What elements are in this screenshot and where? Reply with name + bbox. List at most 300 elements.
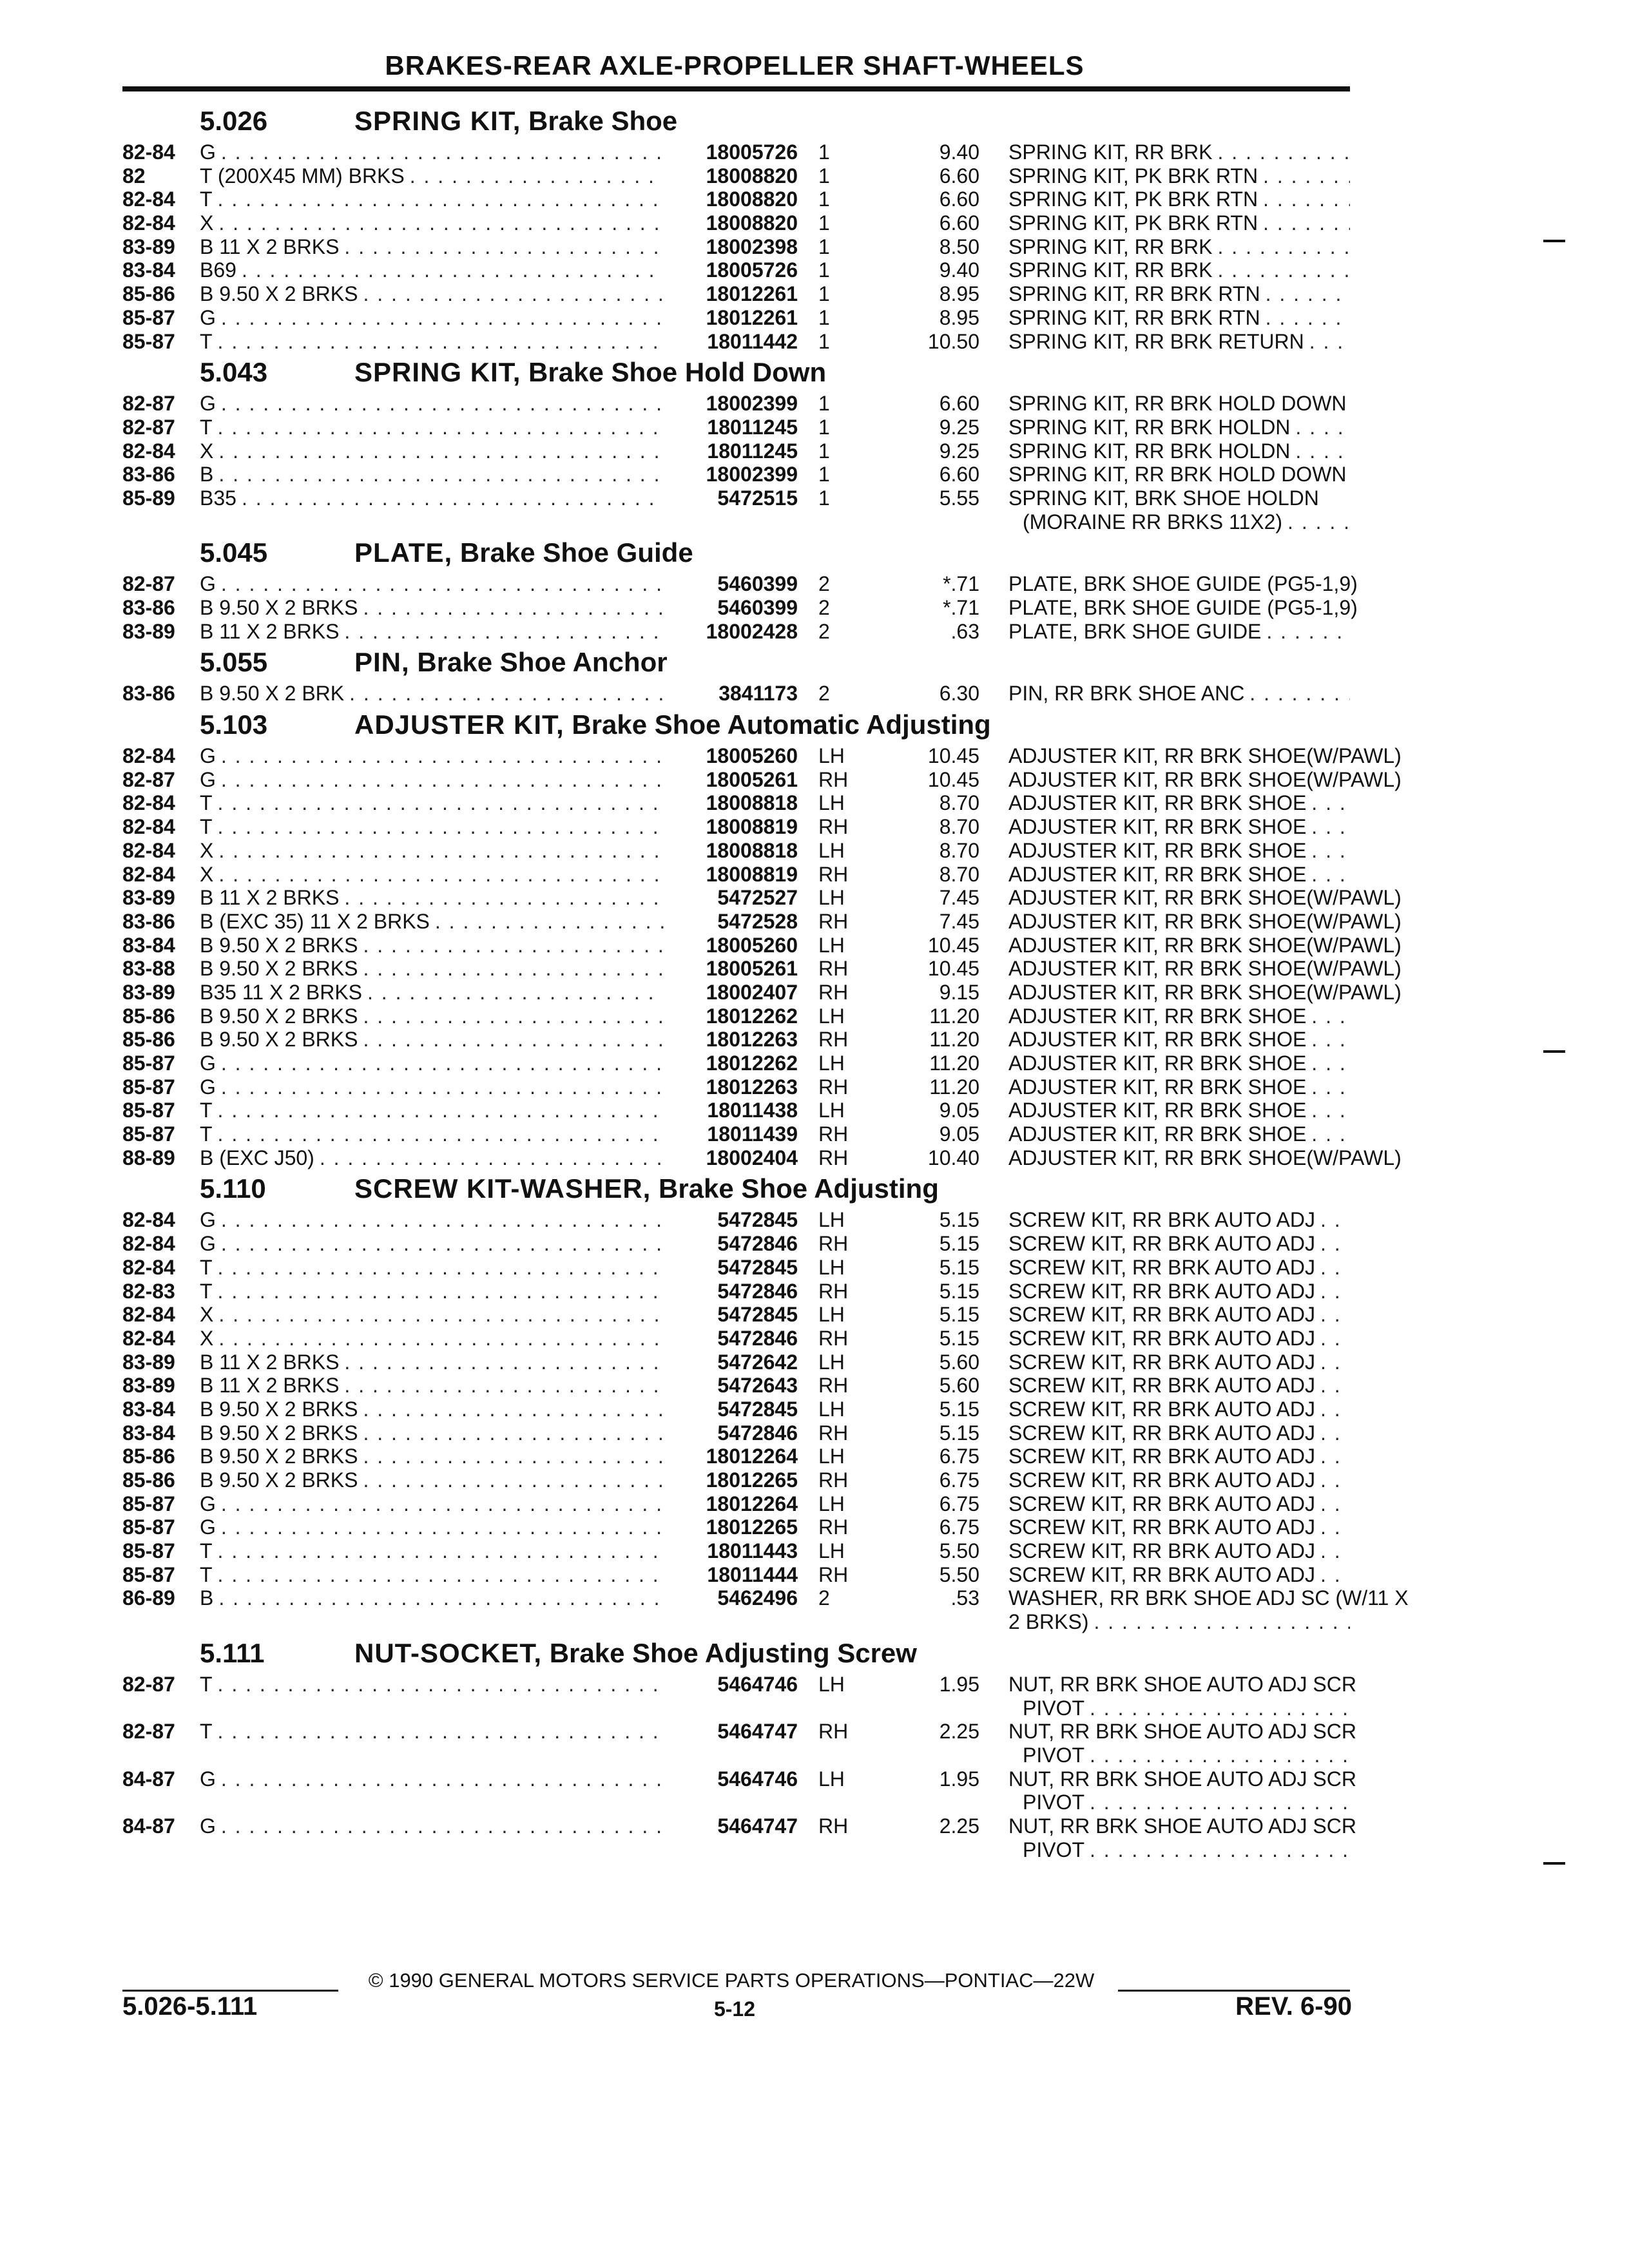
leader-dots xyxy=(216,1075,664,1099)
quantity-side: RH xyxy=(818,815,849,839)
vehicle-application xyxy=(200,235,664,259)
quantity-side: 2 xyxy=(818,572,830,596)
model-years: 83-89 xyxy=(122,980,175,1004)
description-text: ADJUSTER KIT, RR BRK SHOE xyxy=(1008,1028,1307,1052)
leader-dots xyxy=(213,463,664,486)
model-years: 85-87 xyxy=(122,1539,175,1563)
leader-dots xyxy=(213,1720,664,1744)
part-row xyxy=(122,1398,1350,1421)
model-years: 86-89 xyxy=(122,1586,175,1610)
leader-dots xyxy=(1315,1398,1350,1421)
section-number: 5.026 xyxy=(200,106,268,136)
quantity-side: LH xyxy=(818,1672,845,1696)
part-number: 18012263 xyxy=(706,1075,798,1099)
quantity-side: RH xyxy=(818,1028,849,1052)
part-description xyxy=(1008,1052,1350,1075)
price: 8.70 xyxy=(939,815,979,839)
model-years: 82-84 xyxy=(122,1232,175,1256)
vehicle-application xyxy=(200,1515,664,1539)
quantity-side: LH xyxy=(818,838,845,862)
leader-dots xyxy=(213,1539,664,1563)
part-row xyxy=(122,1099,1350,1122)
description-line xyxy=(1008,886,1402,910)
leader-dots xyxy=(216,572,664,596)
description-line xyxy=(1008,486,1350,510)
leader-dots xyxy=(213,1122,664,1146)
vehicle-model: B 11 X 2 BRKS xyxy=(200,619,340,643)
leader-dots xyxy=(1260,282,1350,306)
vehicle-application xyxy=(200,1052,664,1075)
price: 5.15 xyxy=(939,1397,979,1421)
vehicle-application xyxy=(200,1374,664,1398)
description-line xyxy=(1008,1672,1356,1696)
description-line xyxy=(1008,392,1350,416)
leader-dots xyxy=(1304,330,1350,354)
part-row xyxy=(122,1028,1350,1052)
part-row xyxy=(122,933,1402,957)
part-row xyxy=(122,1563,1350,1587)
leader-dots xyxy=(1315,1350,1350,1374)
vehicle-model: G xyxy=(200,1492,216,1515)
leader-dots xyxy=(358,1004,664,1028)
part-description xyxy=(1008,596,1358,620)
description-text: PLATE, BRK SHOE GUIDE (PG5-1,9) xyxy=(1008,596,1358,620)
model-years: 83-84 xyxy=(122,933,175,957)
part-number: 18005726 xyxy=(706,258,798,282)
quantity-side: RH xyxy=(818,1468,849,1492)
section-number: 5.103 xyxy=(200,709,268,740)
part-description xyxy=(1008,1028,1350,1052)
part-row xyxy=(122,1256,1350,1280)
quantity-side: RH xyxy=(818,767,849,791)
part-description xyxy=(1008,258,1350,282)
leader-dots xyxy=(1258,211,1350,235)
part-number: 5460399 xyxy=(717,572,798,596)
vehicle-application xyxy=(200,211,664,235)
part-description xyxy=(1008,463,1350,486)
part-number: 18008818 xyxy=(706,838,798,862)
vehicle-application xyxy=(200,1492,664,1516)
model-years: 83-84 xyxy=(122,258,175,282)
section-heading xyxy=(122,1169,1350,1208)
vehicle-application xyxy=(200,744,664,768)
leader-dots xyxy=(213,1303,664,1327)
vehicle-model: G xyxy=(200,572,216,596)
leader-dots xyxy=(213,839,664,863)
part-row xyxy=(122,620,1350,644)
leader-dots xyxy=(213,815,664,839)
leader-dots xyxy=(1282,510,1350,534)
leader-dots xyxy=(213,416,664,439)
section-heading xyxy=(122,102,1350,140)
model-years: 83-84 xyxy=(122,1421,175,1445)
part-description xyxy=(1008,1280,1350,1303)
part-row xyxy=(122,1720,1356,1767)
vehicle-model: B (EXC 35) 11 X 2 BRKS xyxy=(200,909,430,933)
vehicle-model: B35 xyxy=(200,486,236,510)
quantity-side: RH xyxy=(818,1421,849,1445)
part-row xyxy=(122,282,1350,306)
section-number: 5.043 xyxy=(200,357,268,388)
model-years: 83-86 xyxy=(122,596,175,620)
part-number: 18002407 xyxy=(706,980,798,1004)
vehicle-model: X xyxy=(200,838,214,862)
description-text: 2 BRKS) xyxy=(1008,1610,1089,1634)
quantity-side: LH xyxy=(818,1350,845,1374)
section-5-103 xyxy=(122,706,1402,1169)
part-description xyxy=(1008,1586,1409,1634)
section-title xyxy=(354,102,677,140)
vehicle-application xyxy=(200,1303,664,1327)
section-5-055 xyxy=(122,643,1350,706)
part-number: 18012265 xyxy=(706,1515,798,1539)
price: 8.70 xyxy=(939,862,979,886)
model-years: 85-87 xyxy=(122,1515,175,1539)
part-description xyxy=(1008,164,1350,188)
description-text: PLATE, BRK SHOE GUIDE (PG5-1,9) xyxy=(1008,572,1358,596)
part-description xyxy=(1008,1767,1356,1814)
part-row xyxy=(122,1421,1350,1445)
model-years: 82 xyxy=(122,164,146,187)
section-title-sub: Brake Shoe Anchor xyxy=(417,647,668,678)
model-years: 82-84 xyxy=(122,838,175,862)
leader-dots xyxy=(213,791,664,815)
model-years: 83-84 xyxy=(122,1397,175,1421)
model-years: 83-89 xyxy=(122,235,175,258)
model-years: 82-84 xyxy=(122,211,175,235)
section-title xyxy=(354,353,826,392)
description-text: NUT, RR BRK SHOE AUTO ADJ SCR xyxy=(1008,1720,1356,1744)
vehicle-model: T xyxy=(200,791,213,815)
part-row xyxy=(122,486,1350,533)
leader-dots xyxy=(1306,815,1350,839)
price: 10.45 xyxy=(927,933,979,957)
vehicle-application xyxy=(200,791,664,815)
part-row xyxy=(122,1146,1402,1170)
part-number: 18005261 xyxy=(706,957,798,981)
description-line xyxy=(1008,1696,1350,1720)
leader-dots xyxy=(339,235,664,259)
leader-dots xyxy=(1306,791,1350,815)
leader-dots xyxy=(339,1374,664,1398)
description-text: SPRING KIT, RR BRK RETURN xyxy=(1008,329,1304,353)
leader-dots xyxy=(358,282,664,306)
part-number: 18011439 xyxy=(707,1122,798,1146)
vehicle-model: G xyxy=(200,1232,216,1256)
description-line xyxy=(1008,164,1350,188)
part-number: 18002398 xyxy=(706,235,798,258)
part-description xyxy=(1008,1122,1350,1146)
part-number: 5472845 xyxy=(717,1208,798,1232)
part-description xyxy=(1008,909,1402,934)
model-years: 82-84 xyxy=(122,791,175,815)
description-text: PIVOT xyxy=(1023,1838,1085,1861)
description-line xyxy=(1008,1744,1350,1767)
description-text: SCREW KIT, RR BRK AUTO ADJ xyxy=(1008,1255,1315,1279)
part-description xyxy=(1008,1350,1350,1374)
part-row xyxy=(122,1767,1356,1814)
model-years: 82-87 xyxy=(122,572,175,596)
part-description xyxy=(1008,682,1350,706)
description-line xyxy=(1008,1563,1350,1587)
footer-section-range: 5.026-5.111 xyxy=(122,1992,258,2021)
section-title xyxy=(354,1634,917,1673)
description-text: NUT, RR BRK SHOE AUTO ADJ SCR xyxy=(1008,1767,1356,1791)
price: 9.25 xyxy=(939,415,979,439)
part-number: 18005260 xyxy=(706,933,798,957)
quantity-side: LH xyxy=(818,1052,845,1075)
part-description xyxy=(1008,1720,1356,1767)
description-text: SCREW KIT, RR BRK AUTO ADJ xyxy=(1008,1515,1315,1539)
section-title-main: SPRING KIT, xyxy=(354,357,521,388)
vehicle-model: B 9.50 X 2 BRK xyxy=(200,682,345,706)
description-text: SPRING KIT, RR BRK HOLD DOWN xyxy=(1008,463,1347,486)
description-line xyxy=(1008,1492,1350,1516)
part-row xyxy=(122,306,1350,330)
part-number: 18012261 xyxy=(706,305,798,329)
section-title-sub: Brake Shoe Adjusting Screw xyxy=(549,1637,917,1668)
vehicle-model: B 9.50 X 2 BRKS xyxy=(200,957,358,981)
part-number: 5472527 xyxy=(717,886,798,910)
description-text: SCREW KIT, RR BRK AUTO ADJ xyxy=(1008,1421,1315,1445)
part-number: 18011442 xyxy=(707,329,798,353)
part-row xyxy=(122,187,1350,211)
section-title xyxy=(354,1169,939,1208)
description-text: ADJUSTER KIT, RR BRK SHOE xyxy=(1008,1004,1307,1028)
leader-dots xyxy=(1290,416,1350,439)
vehicle-model: G xyxy=(200,305,216,329)
part-row xyxy=(122,815,1350,839)
leader-dots xyxy=(339,620,664,644)
description-line xyxy=(1008,330,1350,354)
part-number: 18012264 xyxy=(706,1492,798,1515)
part-row xyxy=(122,1208,1350,1232)
price: 9.40 xyxy=(939,258,979,282)
part-number: 5472846 xyxy=(717,1326,798,1350)
description-line xyxy=(1008,187,1350,211)
quantity-side: RH xyxy=(818,957,849,981)
description-text: SCREW KIT, RR BRK AUTO ADJ xyxy=(1008,1539,1315,1563)
description-line xyxy=(1008,1610,1350,1634)
vehicle-model: G xyxy=(200,767,216,791)
vehicle-model: X xyxy=(200,439,214,463)
part-row xyxy=(122,1814,1356,1861)
description-line xyxy=(1008,1350,1350,1374)
price: 1.95 xyxy=(939,1767,979,1791)
price: 2.25 xyxy=(939,1814,979,1838)
vehicle-model: G xyxy=(200,1052,216,1075)
part-row xyxy=(122,392,1350,416)
leader-dots xyxy=(1315,1421,1350,1445)
margin-tick xyxy=(1543,1862,1565,1865)
price: 5.50 xyxy=(939,1539,979,1563)
quantity-side: 2 xyxy=(818,596,830,620)
part-row xyxy=(122,235,1350,259)
vehicle-application xyxy=(200,934,664,957)
quantity-side: LH xyxy=(818,1445,845,1468)
model-years: 84-87 xyxy=(122,1814,175,1838)
part-description xyxy=(1008,330,1350,354)
model-years: 83-86 xyxy=(122,909,175,933)
vehicle-application xyxy=(200,1586,664,1610)
vehicle-application xyxy=(200,1445,664,1468)
part-row xyxy=(122,863,1350,887)
model-years: 85-87 xyxy=(122,1122,175,1146)
description-text: ADJUSTER KIT, RR BRK SHOE(W/PAWL) xyxy=(1008,1146,1402,1169)
part-description xyxy=(1008,187,1350,211)
section-5-043 xyxy=(122,353,1350,533)
quantity-side: 1 xyxy=(818,282,830,306)
model-years: 85-87 xyxy=(122,1492,175,1515)
part-description xyxy=(1008,235,1350,259)
description-line xyxy=(1008,1232,1350,1256)
vehicle-application xyxy=(200,463,664,486)
description-text: NUT, RR BRK SHOE AUTO ADJ SCR xyxy=(1008,1814,1356,1838)
part-description xyxy=(1008,416,1350,439)
leader-dots xyxy=(1306,1052,1350,1075)
description-text: ADJUSTER KIT, RR BRK SHOE xyxy=(1008,815,1307,839)
description-text: SPRING KIT, RR BRK xyxy=(1008,140,1213,164)
description-text: ADJUSTER KIT, RR BRK SHOE xyxy=(1008,1075,1307,1099)
leader-dots xyxy=(1290,439,1350,463)
leader-dots xyxy=(216,1208,664,1232)
part-number: 18002399 xyxy=(706,392,798,416)
quantity-side: LH xyxy=(818,933,845,957)
price: 7.45 xyxy=(939,909,979,933)
description-line xyxy=(1008,1445,1350,1468)
quantity-side: 1 xyxy=(818,392,830,416)
leader-dots xyxy=(216,1814,664,1838)
footer-rule-left xyxy=(122,1990,338,1992)
description-line xyxy=(1008,1122,1350,1146)
part-description xyxy=(1008,791,1350,815)
description-text: ADJUSTER KIT, RR BRK SHOE xyxy=(1008,862,1307,886)
vehicle-application xyxy=(200,306,664,330)
description-text: ADJUSTER KIT, RR BRK SHOE(W/PAWL) xyxy=(1008,744,1402,768)
vehicle-model: T xyxy=(200,1539,213,1563)
part-number: 5472845 xyxy=(717,1255,798,1279)
part-description xyxy=(1008,1075,1350,1099)
description-line xyxy=(1008,863,1350,887)
header-rule xyxy=(122,86,1350,91)
quantity-side: LH xyxy=(818,1099,845,1122)
vehicle-model: B 9.50 X 2 BRKS xyxy=(200,282,358,306)
quantity-side: 1 xyxy=(818,258,830,282)
vehicle-application xyxy=(200,1673,664,1696)
price: 9.25 xyxy=(939,439,979,463)
vehicle-model: B (EXC J50) xyxy=(200,1146,314,1169)
leader-dots xyxy=(1244,682,1350,706)
price: 2.25 xyxy=(939,1720,979,1744)
description-line xyxy=(1008,1075,1350,1099)
section-number: 5.045 xyxy=(200,537,268,568)
leader-dots xyxy=(344,682,664,706)
section-number: 5.055 xyxy=(200,647,268,678)
price: 8.70 xyxy=(939,838,979,862)
model-years: 85-89 xyxy=(122,486,175,510)
leader-dots xyxy=(216,140,664,164)
part-row xyxy=(122,909,1402,934)
leader-dots xyxy=(216,1515,664,1539)
description-line xyxy=(1008,620,1350,644)
part-row xyxy=(122,1303,1350,1327)
quantity-side: RH xyxy=(818,1720,849,1744)
model-years: 84-87 xyxy=(122,1767,175,1791)
vehicle-model: B 9.50 X 2 BRKS xyxy=(200,1421,358,1445)
part-row xyxy=(122,1468,1350,1492)
vehicle-application xyxy=(200,957,664,981)
vehicle-application xyxy=(200,682,664,706)
leader-dots xyxy=(213,1673,664,1696)
part-row xyxy=(122,1327,1350,1350)
section-title-main: PLATE, xyxy=(354,537,453,568)
description-line xyxy=(1008,1720,1356,1744)
parts-sections xyxy=(122,102,1409,1861)
section-title-main: ADJUSTER KIT, xyxy=(354,709,564,740)
leader-dots xyxy=(213,330,664,354)
description-line xyxy=(1008,1256,1350,1280)
leader-dots xyxy=(1315,1303,1350,1327)
description-text: SPRING KIT, RR BRK HOLD DOWN xyxy=(1008,392,1347,416)
leader-dots xyxy=(216,1767,664,1791)
part-description xyxy=(1008,572,1358,596)
part-description xyxy=(1008,1468,1350,1492)
leader-dots xyxy=(1306,839,1350,863)
quantity-side: LH xyxy=(818,744,845,768)
vehicle-application xyxy=(200,416,664,439)
price: 10.50 xyxy=(927,329,979,353)
price: 11.20 xyxy=(929,1075,979,1099)
leader-dots xyxy=(358,1421,664,1445)
model-years: 82-84 xyxy=(122,1326,175,1350)
part-description xyxy=(1008,1814,1356,1861)
part-description xyxy=(1008,1256,1350,1280)
part-description xyxy=(1008,620,1350,644)
leader-dots xyxy=(236,258,664,282)
section-title-sub: Brake Shoe xyxy=(528,106,678,136)
price: 6.75 xyxy=(939,1515,979,1539)
leader-dots xyxy=(1315,1539,1350,1563)
part-description xyxy=(1008,767,1402,792)
description-text: WASHER, RR BRK SHOE ADJ SC (W/11 X xyxy=(1008,1586,1409,1610)
description-text: SPRING KIT, RR BRK RTN xyxy=(1008,305,1260,329)
page-header-title: BRAKES-REAR AXLE-PROPELLER SHAFT-WHEELS xyxy=(385,50,1084,81)
section-heading xyxy=(122,643,1350,682)
part-row xyxy=(122,416,1350,439)
part-number: 18012263 xyxy=(706,1028,798,1052)
vehicle-model: B 9.50 X 2 BRKS xyxy=(200,933,358,957)
leader-dots xyxy=(213,211,664,235)
leader-dots xyxy=(339,1350,664,1374)
vehicle-model: G xyxy=(200,1075,216,1099)
price: 6.60 xyxy=(939,164,979,187)
quantity-side: LH xyxy=(818,1004,845,1028)
description-text: SCREW KIT, RR BRK AUTO ADJ xyxy=(1008,1350,1315,1374)
part-number: 5472528 xyxy=(717,909,798,933)
quantity-side: 1 xyxy=(818,439,830,463)
description-text: SCREW KIT, RR BRK AUTO ADJ xyxy=(1008,1326,1315,1350)
description-line xyxy=(1008,1814,1356,1838)
vehicle-model: G xyxy=(200,1515,216,1539)
part-description xyxy=(1008,1099,1350,1122)
section-title-sub: Brake Shoe Guide xyxy=(459,537,693,568)
part-number: 5472845 xyxy=(717,1397,798,1421)
part-number: 18012264 xyxy=(706,1445,798,1468)
vehicle-application xyxy=(200,392,664,416)
vehicle-application xyxy=(200,863,664,887)
vehicle-application xyxy=(200,1327,664,1350)
part-description xyxy=(1008,886,1402,910)
